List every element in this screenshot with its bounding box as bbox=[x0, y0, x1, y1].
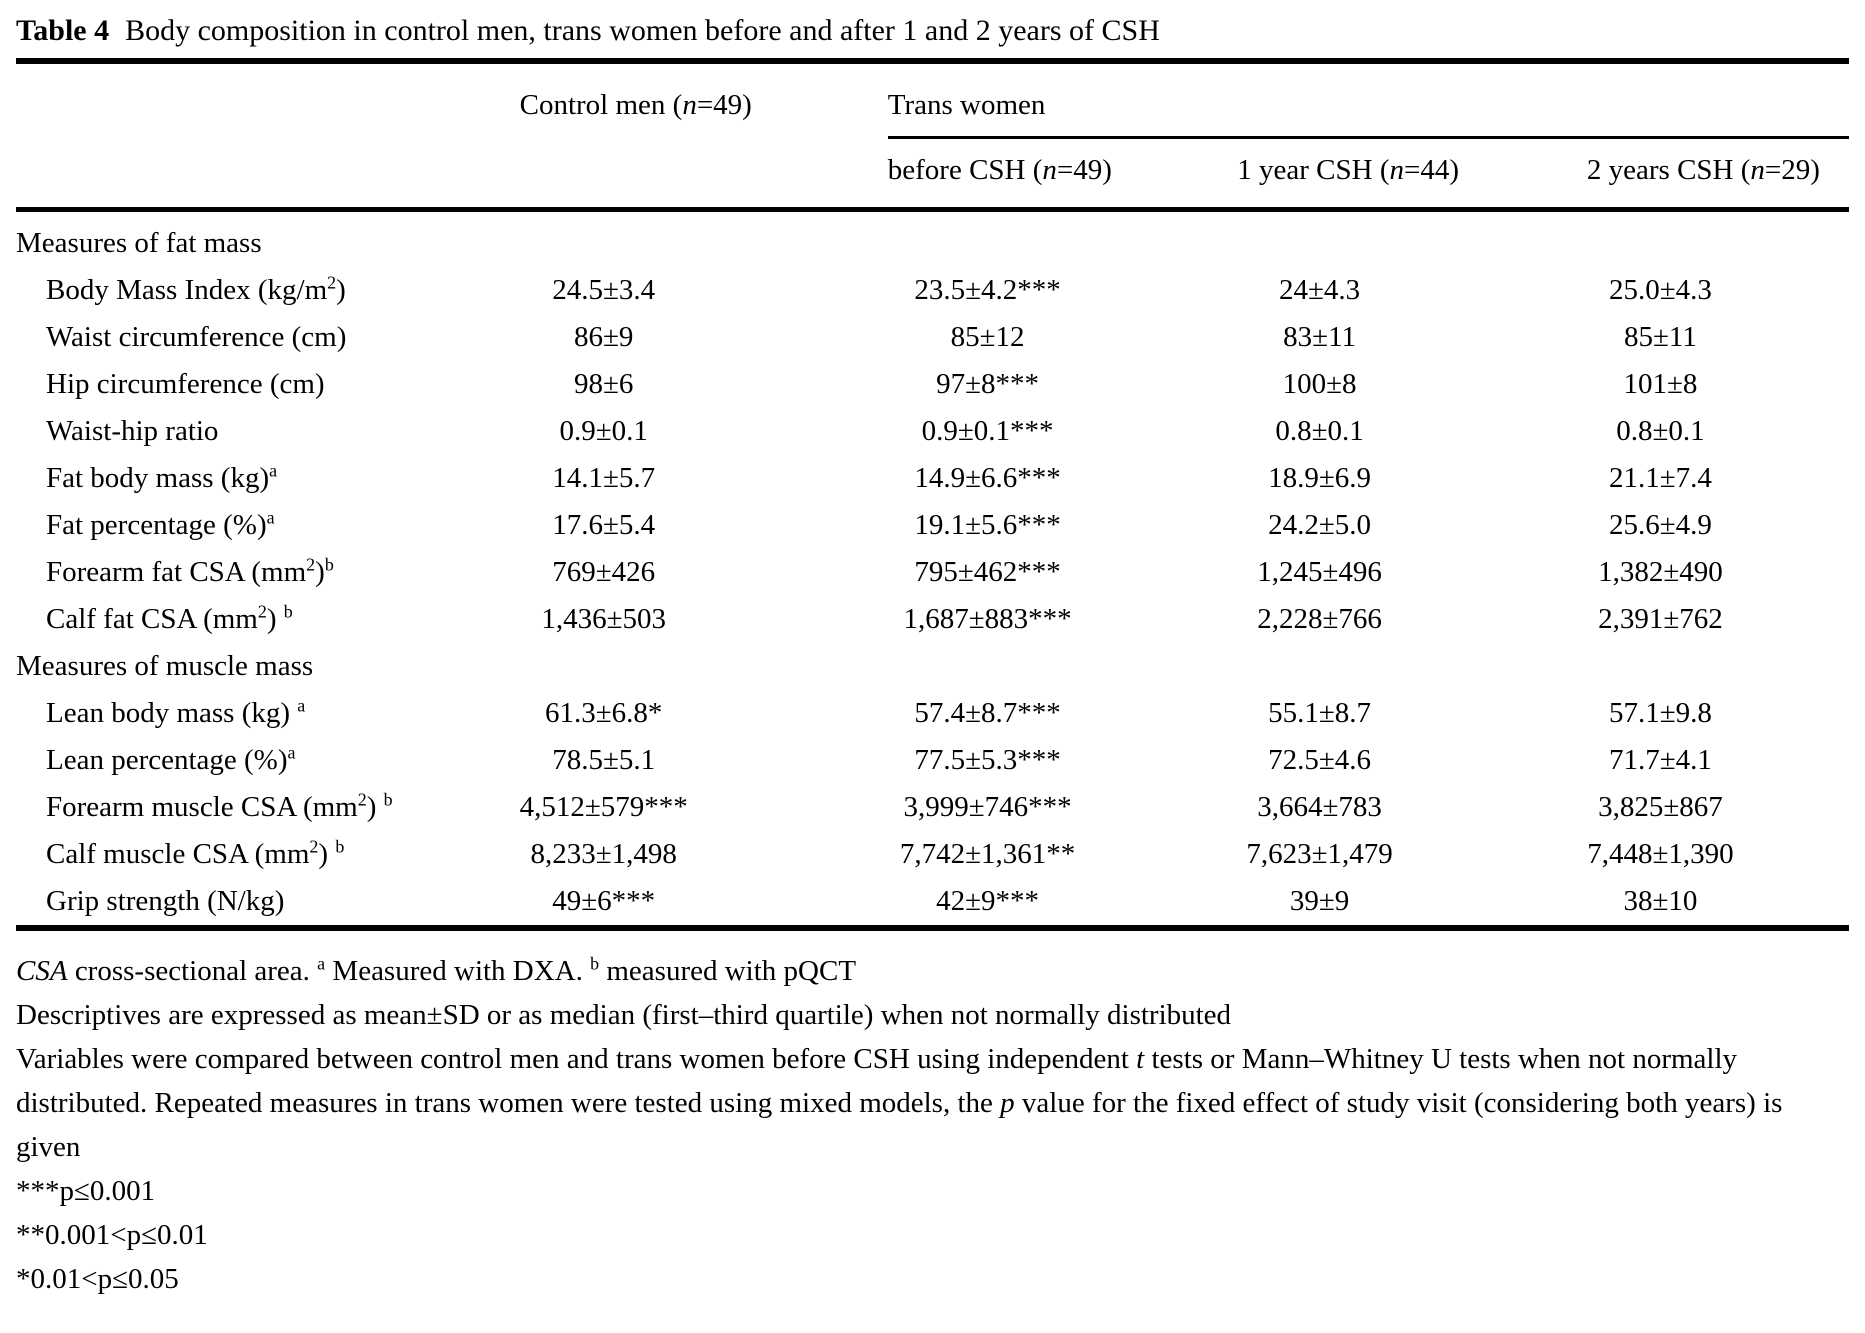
value-cell: 2,228±766 bbox=[1257, 603, 1382, 635]
footnote-sig-01: **0.001<p≤0.01 bbox=[16, 1219, 208, 1251]
row-label: Fat percentage (%)$^a$ bbox=[46, 507, 275, 541]
table-caption bbox=[16, 12, 1849, 50]
row-label: Grip strength (N/kg) bbox=[46, 885, 285, 917]
row-forearm-fat-csa bbox=[16, 549, 1849, 596]
row-label: Lean body mass (kg) $^a$ bbox=[46, 695, 306, 729]
header-row-top bbox=[16, 61, 1849, 138]
value-cell: 2,391±762 bbox=[1598, 603, 1723, 635]
value-cell: 42±9*** bbox=[936, 885, 1039, 917]
value-cell: 24±4.3 bbox=[1278, 274, 1361, 306]
value-cell: 14.9±6.6*** bbox=[914, 462, 1061, 494]
column-header-2-years-csh: 2 years CSH (n=29) bbox=[1586, 154, 1820, 186]
value-cell: 1,382±490 bbox=[1598, 556, 1723, 588]
value-cell: 72.5±4.6 bbox=[1268, 744, 1372, 776]
row-label: Forearm fat CSA $(mm^2)^b$ bbox=[46, 554, 334, 588]
footnote-methods: Variables were compared between control men and trans women before CSH using independent t tests or Mann–Whitney U tests when not normally distributed. Repeated measures in trans women were tested using mixed models, the p value for the fixed effect of study visit (considering both years) is given bbox=[16, 1043, 1783, 1163]
section-header-fat-mass: Measures of fat mass bbox=[16, 227, 262, 259]
section-row-muscle-mass bbox=[16, 643, 1849, 690]
row-label: Hip circumference (cm) bbox=[46, 368, 325, 400]
value-cell: 100±8 bbox=[1282, 368, 1357, 400]
column-header-1-year-csh: 1 year CSH (n=44) bbox=[1237, 154, 1460, 186]
value-cell: 55.1±8.7 bbox=[1268, 697, 1372, 729]
column-header-control-men: Control men (n=49) bbox=[519, 89, 752, 121]
value-cell: 1,687±883*** bbox=[903, 603, 1072, 635]
value-cell: 61.3±6.8* bbox=[544, 697, 663, 729]
value-cell: 86±9 bbox=[573, 321, 634, 353]
row-calf-fat-csa bbox=[16, 596, 1849, 643]
value-cell: 769±426 bbox=[552, 556, 656, 588]
value-cell: 97±8*** bbox=[936, 368, 1039, 400]
value-cell: 8,233±1,498 bbox=[530, 838, 677, 870]
row-label: Lean percentage (%)$^a$ bbox=[46, 742, 296, 776]
value-cell: 0.9±0.1*** bbox=[921, 415, 1054, 447]
row-fat-body-mass bbox=[16, 455, 1849, 502]
value-cell: 49±6*** bbox=[552, 885, 656, 917]
value-cell: 25.6±4.9 bbox=[1608, 509, 1712, 541]
row-lean-body-mass bbox=[16, 690, 1849, 737]
value-cell: 85±11 bbox=[1624, 321, 1697, 353]
row-label: Forearm muscle CSA $(mm^2)$ $^b$ bbox=[46, 789, 393, 823]
row-label: Waist-hip ratio bbox=[46, 415, 219, 447]
value-cell: 795±462*** bbox=[914, 556, 1061, 588]
footnote-abbreviations: CSA cross-sectional area. $^a$ Measured with DXA. $^b$ measured with pQCT bbox=[16, 953, 857, 987]
footnote-descriptives: Descriptives are expressed as mean±SD or as median (first–third quartile) when not normally distributed bbox=[16, 999, 1232, 1031]
value-cell: 85±12 bbox=[950, 321, 1025, 353]
footnote-sig-05: *0.01<p≤0.05 bbox=[16, 1263, 179, 1295]
footnote-sig-001: ***p≤0.001 bbox=[16, 1175, 156, 1207]
value-cell: 1,436±503 bbox=[541, 603, 667, 635]
row-waist-circumference bbox=[16, 314, 1849, 361]
value-cell: 7,448±1,390 bbox=[1587, 838, 1734, 870]
value-cell: 14.1±5.7 bbox=[552, 462, 656, 494]
value-cell: 17.6±5.4 bbox=[552, 509, 656, 541]
value-cell: 71.7±4.1 bbox=[1608, 744, 1712, 776]
value-cell: 77.5±5.3*** bbox=[914, 744, 1061, 776]
section-header-muscle-mass: Measures of muscle mass bbox=[16, 650, 314, 682]
value-cell: 0.8±0.1 bbox=[1616, 415, 1705, 447]
section-row-fat-mass bbox=[16, 210, 1849, 268]
table-body bbox=[16, 210, 1849, 929]
value-cell: 39±9 bbox=[1289, 885, 1350, 917]
value-cell: 21.1±7.4 bbox=[1608, 462, 1712, 494]
value-cell: 24.2±5.0 bbox=[1268, 509, 1372, 541]
value-cell: 4,512±579*** bbox=[519, 791, 688, 823]
row-label: Fat body mass (kg)$^a$ bbox=[46, 460, 278, 494]
table-footnotes bbox=[16, 949, 1849, 1301]
value-cell: 3,999±746*** bbox=[903, 791, 1072, 823]
value-cell: 24.5±3.4 bbox=[552, 274, 656, 306]
row-body-mass-index bbox=[16, 267, 1849, 314]
value-cell: 83±11 bbox=[1283, 321, 1356, 353]
row-forearm-muscle-csa bbox=[16, 784, 1849, 831]
value-cell: 25.0±4.3 bbox=[1608, 274, 1712, 306]
value-cell: 18.9±6.9 bbox=[1268, 462, 1372, 494]
value-cell: 101±8 bbox=[1623, 368, 1698, 400]
value-cell: 7,623±1,479 bbox=[1246, 838, 1393, 870]
row-calf-muscle-csa bbox=[16, 831, 1849, 878]
value-cell: 3,664±783 bbox=[1257, 791, 1382, 823]
row-label: Calf muscle CSA $(mm^2)$ $^b$ bbox=[46, 836, 345, 870]
value-cell: 3,825±867 bbox=[1598, 791, 1723, 823]
row-label: Calf fat CSA $(mm^2)$ $^b$ bbox=[46, 601, 293, 635]
value-cell: 19.1±5.6*** bbox=[914, 509, 1061, 541]
value-cell: 57.4±8.7*** bbox=[914, 697, 1061, 729]
value-cell: 0.8±0.1 bbox=[1275, 415, 1364, 447]
table-header bbox=[16, 61, 1849, 210]
value-cell: 7,742±1,361** bbox=[899, 838, 1076, 870]
value-cell: 38±10 bbox=[1623, 885, 1698, 917]
group-header-trans-women: Trans women bbox=[888, 61, 1849, 138]
value-cell: 57.1±9.8 bbox=[1608, 697, 1712, 729]
table-caption-text: Body composition in control men, trans women before and after 1 and 2 years of CSH bbox=[125, 14, 1160, 47]
row-grip-strength bbox=[16, 878, 1849, 928]
row-lean-percentage bbox=[16, 737, 1849, 784]
row-label: Waist circumference (cm) bbox=[46, 321, 347, 353]
row-hip-circumference bbox=[16, 361, 1849, 408]
row-fat-percentage bbox=[16, 502, 1849, 549]
table-number: Table 4 bbox=[16, 14, 110, 47]
data-table bbox=[16, 58, 1849, 931]
row-label: Body Mass Index $(kg/m^2)$ bbox=[46, 272, 346, 306]
value-cell: 98±6 bbox=[573, 368, 634, 400]
value-cell: 23.5±4.2*** bbox=[914, 274, 1061, 306]
column-header-before-csh: before CSH (n=49) bbox=[887, 154, 1112, 186]
row-waist-hip-ratio bbox=[16, 408, 1849, 455]
value-cell: 1,245±496 bbox=[1257, 556, 1382, 588]
value-cell: 0.9±0.1 bbox=[559, 415, 648, 447]
header-spacer-cell bbox=[16, 61, 520, 210]
value-cell: 78.5±5.1 bbox=[552, 744, 656, 776]
